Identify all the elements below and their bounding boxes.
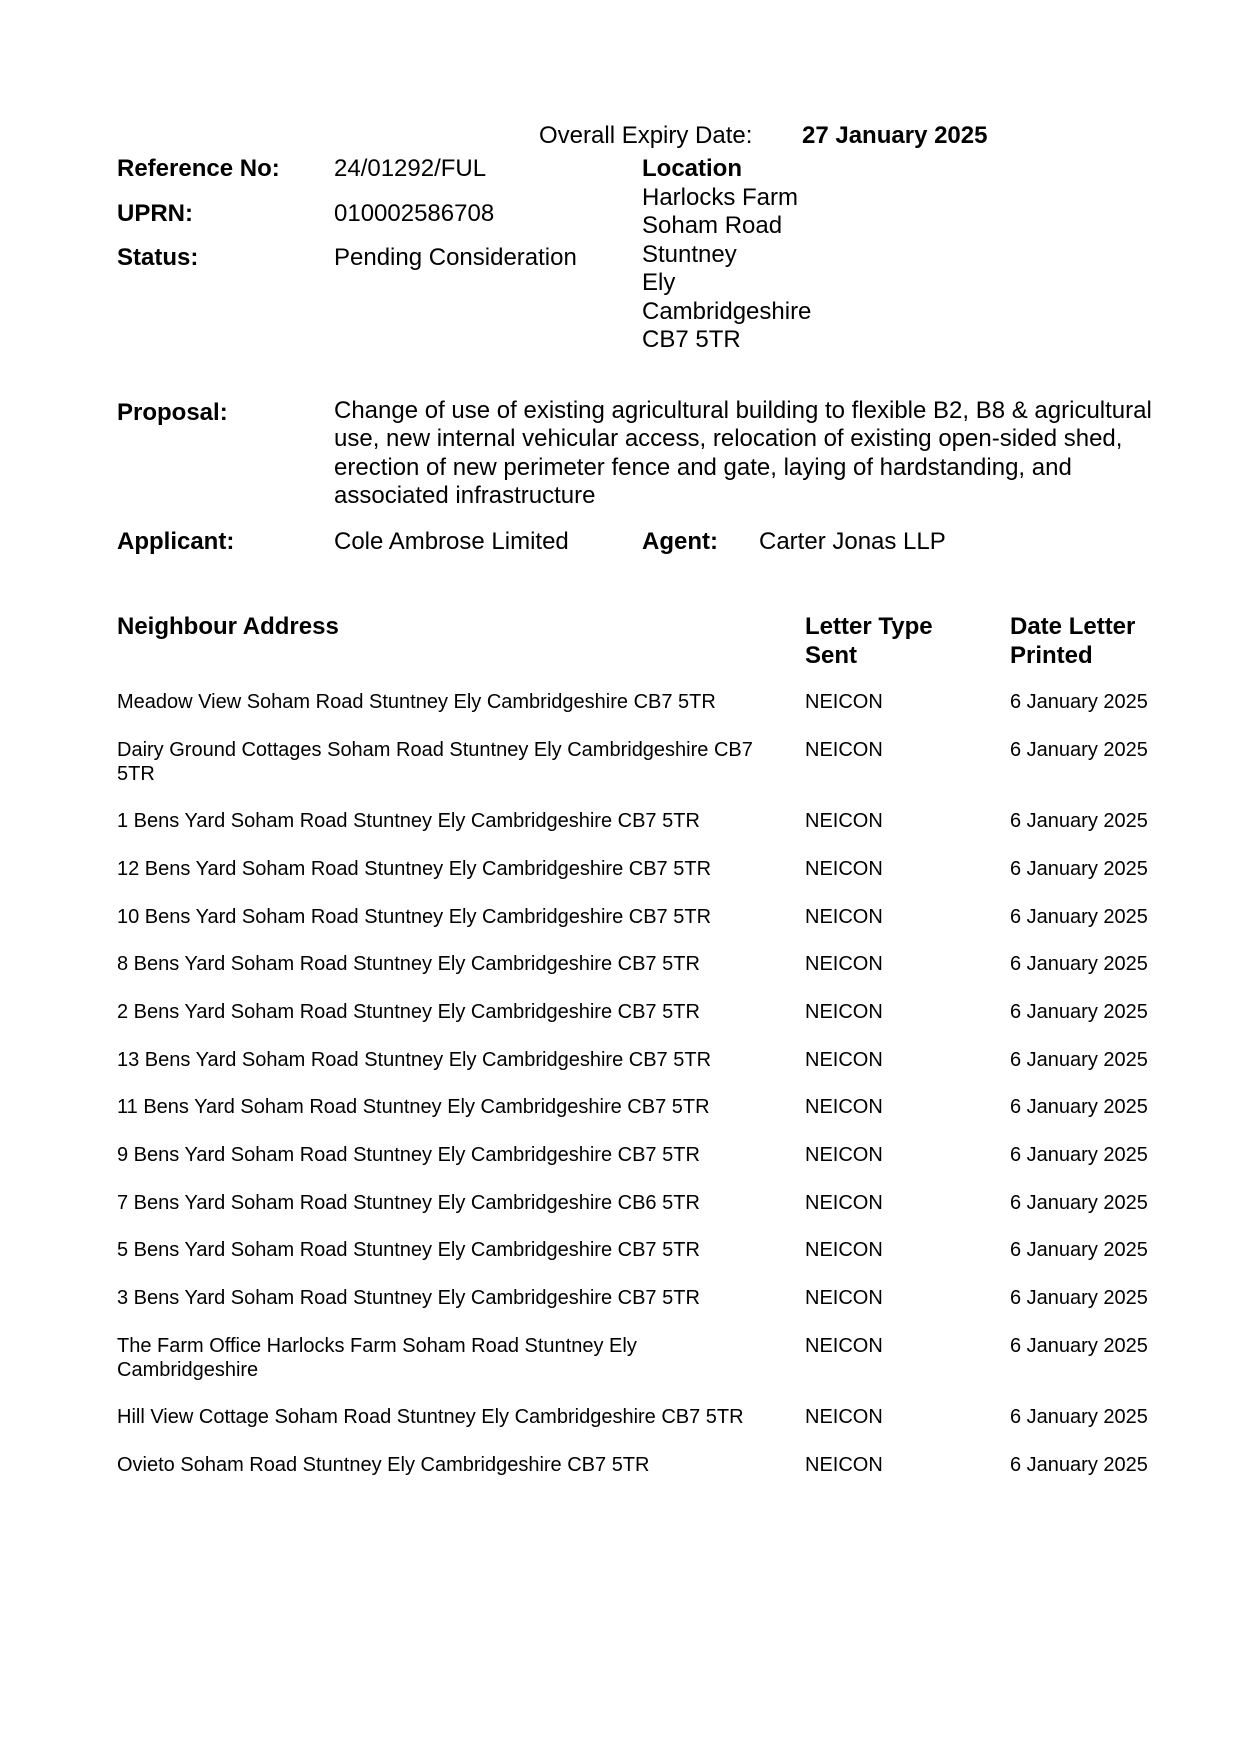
table-row [117, 1191, 1157, 1239]
row-letter-type: NEICON [805, 1406, 883, 1429]
table-row [117, 857, 1157, 905]
status-label: Status: [117, 244, 199, 271]
table-row [117, 690, 1157, 738]
header-date-printed [1010, 612, 1135, 670]
row-address: 7 Bens Yard Soham Road Stuntney Ely Cambridgeshire CB6 5TR [117, 1191, 700, 1214]
table-row [117, 1334, 1157, 1406]
applicant-value: Cole Ambrose Limited [334, 528, 569, 555]
row-letter-type: NEICON [805, 1144, 883, 1166]
header-date-printed-line1: Date Letter [1010, 613, 1136, 640]
table-row [117, 1143, 1157, 1191]
row-letter-type: NEICON [805, 691, 883, 713]
row-address: Dairy Ground Cottages Soham Road Stuntney Ely Cambridgeshire CB7 5TR [117, 738, 753, 785]
table-row [117, 1048, 1157, 1096]
row-address: Ovieto Soham Road Stuntney Ely Cambridgeshire CB7 5TR [117, 1453, 650, 1476]
row-letter-type: NEICON [805, 857, 883, 880]
proposal-label: Proposal: [117, 399, 228, 426]
row-letter-type: NEICON [805, 1453, 883, 1476]
header-letter-type [805, 612, 933, 670]
uprn-label: UPRN: [117, 200, 193, 227]
row-address: 12 Bens Yard Soham Road Stuntney Ely Cambridgeshire CB7 5TR [117, 857, 712, 880]
location-line: Cambridgeshire [642, 297, 812, 325]
row-date: 6 January 2025 [1010, 1144, 1148, 1166]
row-address: 3 Bens Yard Soham Road Stuntney Ely Cambridgeshire CB7 5TR [117, 1287, 700, 1310]
proposal-text: Change of use of existing agricultural building to flexible B2, B8 & agricultural use, new internal vehicular access, relocation of existing open-sided shed, erection of new perimeter fence and gate, laying of hardstanding, and associated infrastructure [334, 397, 1152, 510]
row-address: Meadow View Soham Road Stuntney Ely Cambridgeshire CB7 5TR [117, 691, 716, 713]
table-row [117, 1286, 1157, 1334]
table-row [117, 1238, 1157, 1286]
row-letter-type: NEICON [805, 953, 883, 976]
row-letter-type: NEICON [805, 1096, 883, 1119]
row-address: The Farm Office Harlocks Farm Soham Road Stuntney Ely Cambridgeshire [117, 1334, 637, 1381]
row-date: 6 January 2025 [1010, 1287, 1148, 1310]
location-line: CB7 5TR [642, 326, 741, 354]
row-address: 8 Bens Yard Soham Road Stuntney Ely Cambridgeshire CB7 5TR [117, 953, 700, 976]
row-date: 6 January 2025 [1010, 738, 1148, 761]
row-letter-type: NEICON [805, 1287, 883, 1310]
table-row [117, 738, 1157, 810]
table-row [117, 1453, 1157, 1501]
header-letter-type-line1: Letter Type [805, 613, 933, 640]
reference-value: 24/01292/FUL [334, 155, 487, 182]
row-letter-type: NEICON [805, 1334, 883, 1357]
agent-value: Carter Jonas LLP [759, 528, 946, 555]
row-address: 9 Bens Yard Soham Road Stuntney Ely Cambridgeshire CB7 5TR [117, 1144, 700, 1166]
row-date: 6 January 2025 [1010, 1096, 1148, 1119]
row-date: 6 January 2025 [1010, 953, 1148, 976]
location-line: Soham Road [642, 212, 783, 240]
row-letter-type: NEICON [805, 1239, 883, 1262]
row-date: 6 January 2025 [1010, 905, 1148, 928]
table-row [117, 1405, 1157, 1453]
row-address: Hill View Cottage Soham Road Stuntney Ely Cambridgeshire CB7 5TR [117, 1406, 744, 1429]
row-letter-type: NEICON [805, 810, 883, 833]
expiry-label: Overall Expiry Date: [539, 122, 753, 149]
location-line: Harlocks Farm [642, 184, 799, 211]
expiry-date: 27 January 2025 [802, 122, 988, 149]
row-date: 6 January 2025 [1010, 1453, 1148, 1476]
table-row [117, 809, 1157, 857]
row-date: 6 January 2025 [1010, 1000, 1148, 1023]
table-row [117, 905, 1157, 953]
row-letter-type: NEICON [805, 905, 883, 928]
applicant-label: Applicant: [117, 528, 235, 555]
header-letter-type-line2: Sent [805, 642, 858, 669]
row-date: 6 January 2025 [1010, 691, 1148, 713]
row-date: 6 January 2025 [1010, 810, 1148, 833]
row-date: 6 January 2025 [1010, 1048, 1148, 1071]
header-date-printed-line2: Printed [1010, 642, 1093, 669]
table-row [117, 1000, 1157, 1048]
row-address: 5 Bens Yard Soham Road Stuntney Ely Cambridgeshire CB7 5TR [117, 1239, 700, 1262]
status-value: Pending Consideration [334, 244, 577, 271]
row-address: 2 Bens Yard Soham Road Stuntney Ely Cambridgeshire CB7 5TR [117, 1000, 700, 1023]
agent-label: Agent: [642, 528, 718, 555]
location-label: Location [642, 155, 742, 182]
row-date: 6 January 2025 [1010, 1406, 1148, 1429]
row-address: 11 Bens Yard Soham Road Stuntney Ely Cambridgeshire CB7 5TR [117, 1096, 710, 1119]
row-date: 6 January 2025 [1010, 1239, 1148, 1262]
row-letter-type: NEICON [805, 738, 883, 761]
table-row [117, 1095, 1157, 1143]
location-address [642, 184, 811, 354]
uprn-value: 010002586708 [334, 200, 495, 227]
row-date: 6 January 2025 [1010, 1191, 1148, 1214]
row-address: 10 Bens Yard Soham Road Stuntney Ely Cambridgeshire CB7 5TR [117, 905, 712, 928]
reference-label: Reference No: [117, 155, 280, 182]
row-date: 6 January 2025 [1010, 1334, 1148, 1357]
row-date: 6 January 2025 [1010, 857, 1148, 880]
location-line: Ely [642, 269, 676, 297]
row-letter-type: NEICON [805, 1000, 883, 1023]
row-address: 1 Bens Yard Soham Road Stuntney Ely Cambridgeshire CB7 5TR [117, 810, 700, 833]
row-address: 13 Bens Yard Soham Road Stuntney Ely Cambridgeshire CB7 5TR [117, 1048, 712, 1071]
neighbour-table [117, 690, 1157, 1501]
location-line: Stuntney [642, 240, 737, 268]
header-neighbour-address: Neighbour Address [117, 613, 339, 640]
table-row [117, 952, 1157, 1000]
row-letter-type: NEICON [805, 1048, 883, 1071]
row-letter-type: NEICON [805, 1191, 883, 1214]
